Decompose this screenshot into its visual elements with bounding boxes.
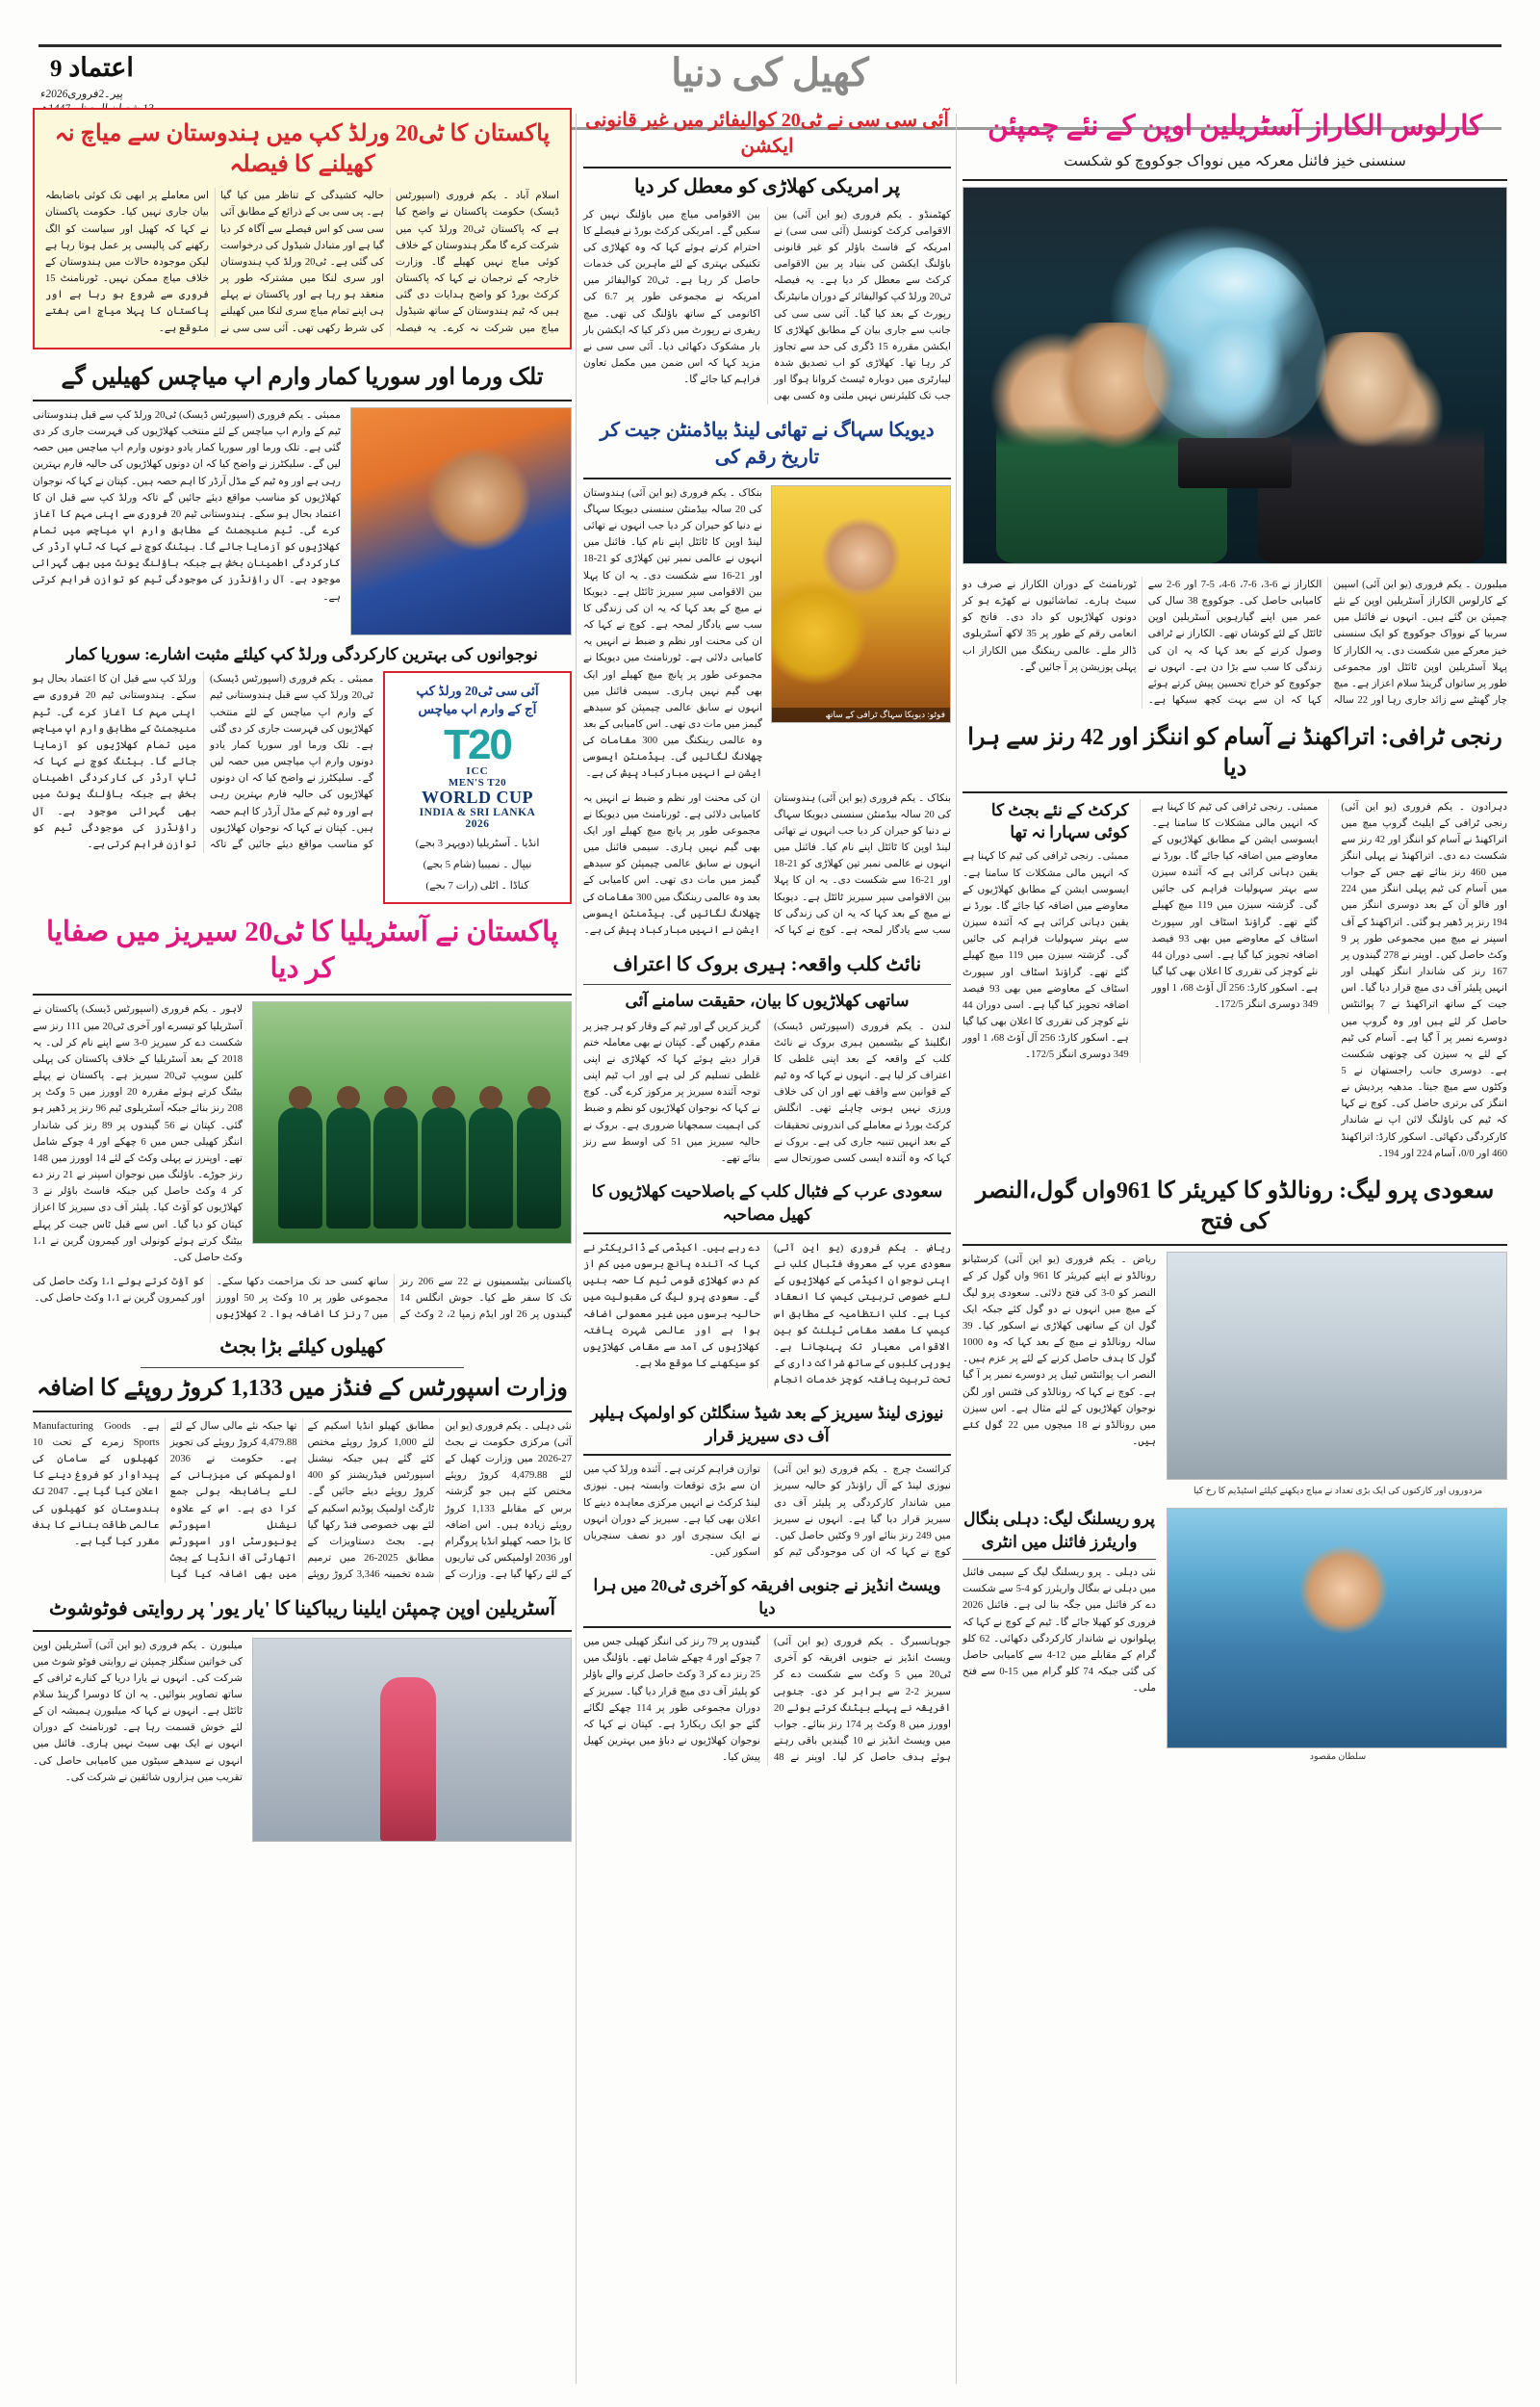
photo-wrestling-league xyxy=(1167,1508,1507,1748)
icc-usa-headline-l1: آئی سی سی نے ٹی20 کوالیفائر میں غیر قانونی ایکشن xyxy=(585,110,949,158)
nz-champ-rule xyxy=(583,1454,951,1456)
photo-caption-crowd: مزدوروں اور کارکنوں کی ایک بڑی تعداد نے میاچ دیکھنے کیلئے اسٹیڈیم کا رخ کیا xyxy=(1193,1487,1483,1497)
saudi-club-body: ریاض ۔ یکم فروری (یو این آئی) سعودی عرب کے معروف فٹبال کلب نے اپنی نوجوان اکیڈمی کے کھلاڑیوں کے لئے خصوصی تربیتی کیمپ کا انعقاد کیا ہے۔ کلب انتظامیہ کے مطابق اس کیمپ کا مقصد مقامی ٹیلنٹ کو بین الاقوامی معیار تک پہنچانا ہے۔ یورپی کلبوں کے ساتھ شراکت داری کے تحت تربیت یافتہ کوچز خدمات انجام دے رہے ہیں۔ اکیڈمی کے ڈائریکٹر نے کہا کہ آئندہ پانچ برسوں میں کم از کم دس کھلاڑی قومی ٹیم کا حصہ بنیں گے۔ سعودی پرو لیگ کی مقبولیت میں حالیہ برسوں میں غیر معمولی اضافہ ہوا ہے اور عالمی شہرت یافتہ کھلاڑیوں کی آمد سے مقامی کھلاڑیوں کو سیکھنے کا موقع ملا ہے۔ xyxy=(583,1242,951,1386)
nightclub-subhead: ساتھی کھلاڑیوں کا بیان، حقیقت سامنے آئی xyxy=(625,992,910,1011)
tilak-story-headline: تلک ورما اور سوریا کمار وارم اپ میاچس کھیلیں گے xyxy=(61,364,544,390)
logo-worldcup-text: WORLD CUP xyxy=(422,787,533,807)
photo-trophy-base xyxy=(1178,438,1292,488)
kkr-headline: کرکٹ کے نئے بجٹ کا کوئی سہارا نہ تھا xyxy=(990,800,1129,841)
pak-aus-body: لاہور ۔ یکم فروری (اسپورٹس ڈیسک) پاکستان نے آسٹریلیا کو تیسرے اور آخری ٹی20 میں 111 رنز سے شکست دے کر سیریز 0-3 سے اپنے نام کر لی۔ یہ 2018 کے بعد آسٹریلیا کے خلاف پاکستان کی پہلی کلین سویپ ٹی20 سیریز ہے۔ پاکستان نے پہلے بیٹنگ کرتے ہوئے مقررہ 20 اوورز میں 5 وکٹ پر 208 رنز بنائے جبکہ آسٹریلوی ٹیم 96 رنز پر ڈھیر ہو گئی۔ کپتان نے 56 گیندوں پر 89 رنز کی شاندار اننگز کھیلی جس میں 6 چھکے اور 4 چوکے شامل تھے۔ اوپنرز نے پہلی وکٹ کے لئے 14 اوورز میں 148 رنز جوڑے۔ باؤلنگ میں نوجوان اسپنر نے 21 رنز دے کر 4 وکٹ حاصل کیں جبکہ فاسٹ باؤلر نے 3 کھلاڑیوں کو آؤٹ کیا۔ پلیئر آف دی سیریز کا اعزاز کپتان کو دیا گیا۔ اس سے قبل ٹاس جیت کر پہلے بیٹنگ کرتے ہوئے کونولی اور کیمرون گرین نے 1،1 وکٹ حاصل کی۔ xyxy=(33,1004,243,1263)
logo-text: اعتماد xyxy=(68,53,134,82)
westindies-rule xyxy=(583,1626,951,1628)
alcaraz-main-headline xyxy=(962,108,1507,144)
photo-crowd-stadium xyxy=(1167,1252,1507,1480)
masthead xyxy=(0,27,1540,102)
icc-t20-worldcup-logo xyxy=(417,721,538,830)
budget-rule xyxy=(33,1411,572,1412)
masthead-top-rule xyxy=(38,44,1502,47)
alcaraz-rule xyxy=(962,179,1507,181)
devika-headline: دیویکا سہاگ نے تھائی لینڈ بیاڈمنٹن جیت کر تاریخ رقم کی xyxy=(600,420,935,468)
lead-story-box xyxy=(33,108,572,349)
ranji-rule xyxy=(962,791,1507,793)
nightclub-rule xyxy=(583,984,951,985)
logo-icc-text: ICC xyxy=(466,764,489,777)
section-title: کھیل کی دنیا xyxy=(671,51,869,94)
budget-kicker-rule xyxy=(141,1367,464,1368)
photo-ausopen-champion xyxy=(252,1638,572,1842)
alcaraz-headline-text: کارلوس الکاراز آسٹریلین اوپن کے نئے چمپئن xyxy=(988,111,1482,142)
pak-aus-headline: پاکستان نے آسٹریلیا کا ٹی20 سیریز میں صفایا کر دیا xyxy=(45,916,559,985)
saudi-club-headline: سعودی عرب کے فٹبال کلب کے باصلاحیت کھلاڑیوں کا کھیل مصاحبہ xyxy=(591,1182,943,1224)
devika-body: بنکاک ۔ یکم فروری (یو این آئی) ہندوستان کی 20 سالہ بیڈمنٹن سنسنی دیویکا سہاگ نے دنیا کو حیران کر دیا جب انہوں نے تھائی لینڈ اوپن کا ٹائٹل اپنے نام کیا۔ فائنل میں انہوں نے عالمی نمبر تین کھلاڑی کو 21-18 اور 21-16 سے شکست دی۔ یہ ان کا پہلا بین الاقوامی سپر سیریز ٹائٹل ہے۔ دیویکا نے میچ کے بعد کہا کہ یہ ان کی زندگی کا سب سے یادگار لمحہ ہے۔ کوچ نے کہا کہ ان کی محنت اور نظم و ضبط نے انہیں یہ کامیابی دلائی ہے۔ ٹورنامنٹ میں دیویکا نے مجموعی طور پر پانچ میچ کھیلے اور ایک بھی گیم نہیں ہاری۔ سیمی فائنل میں انہوں نے سابق عالمی چیمپئن کو سیدھے گیمز میں مات دی تھی۔ اس کامیابی کے بعد وہ عالمی رینکنگ میں 300 مقامات کی چھلانگ لگائیں گی۔ بیڈمنٹن ایسوسی ایشن نے انہیں مبارکباد پیش کی ہے۔ xyxy=(583,487,762,780)
wc-match-3: کناڈا ۔ اٹلی (رات 7 بجے) xyxy=(425,879,529,892)
wc-box-line2: آج کے وارم اپ میاچس xyxy=(418,702,537,717)
left-column xyxy=(33,108,572,2384)
nightclub-body: لندن ۔ یکم فروری (اسپورٹس ڈیسک) انگلینڈ کے بیٹسمین ہیری بروک نے نائٹ کلب کے واقعہ کے بعد اپنی غلطی کا اعتراف کر لیا ہے۔ انہوں نے کہا کہ وہ ٹیم کے قوانین سے واقف تھے اور ان کی خلاف ورزی نہیں ہونی چاہئے تھی۔ انگلش کرکٹ بورڈ نے معاملے کی اندرونی تحقیقات کے بعد انہیں تنبیہ جاری کی ہے۔ بروک نے کہا کہ وہ آئندہ ایسی کسی صورتحال سے گریز کریں گے اور ٹیم کے وقار کو ہر چیز پر مقدم رکھیں گے۔ کپتان نے بھی معاملہ ختم قرار دیتے ہوئے کہا کہ کھلاڑی نے اپنی غلطی تسلیم کر لی ہے اور اب ٹیم اپنی توجہ آئندہ سیریز پر مرکوز کرے گی۔ کوچ نے کہا کہ نوجوان کھلاڑیوں کو نظم و ضبط کی اہمیت سمجھانا ضروری ہے۔ بروک نے حالیہ سیریز میں 51 کی اوسط سے رنز بنائے تھے۔ xyxy=(583,1021,951,1164)
photo-pakistan-team xyxy=(252,1001,572,1244)
photo-devika-sehag xyxy=(771,485,951,723)
logo-mens-text: MEN'S T20 xyxy=(448,776,507,789)
lead-story-body: اسلام آباد ۔ یکم فروری (اسپورٹس ڈیسک) حکومت پاکستان نے واضح کیا ہے کہ پاکستان ٹی20 ورلڈ کپ میں شرکت کرے گا مگر ہندوستان کے خلاف کوئی میاچ نہیں کھیلے گا۔ وزارت خارجہ کے ترجمان نے کہا کہ پاکستان کرکٹ بورڈ کو واضح ہدایات دی گئی ہیں کہ ٹیم ہندوستان کے ساتھ شیڈول میاچ میں شرکت نہ کرے۔ یہ فیصلہ حالیہ کشیدگی کے تناظر میں کیا گیا ہے۔ پی سی بی کے ذرائع کے مطابق آئی سی سی کو اس فیصلے سے آگاہ کر دیا گیا ہے اور متبادل شیڈول کی درخواست کی گئی ہے۔ ٹی20 ورلڈ کپ ہندوستان اور سری لنکا میں مشترکہ طور پر منعقد ہو رہا ہے اور پاکستان نے پہلے ہی اپنے تمام میاچ سری لنکا میں کھیلنے کی شرط رکھی تھی۔ آئی سی سی نے اس معاملے پر ابھی تک کوئی باضابطہ بیان جاری نہیں کیا۔ حکومت پاکستان نے کہا کہ کھیل اور سیاست کو الگ رکھنے کی پالیسی پر عمل ہوتا رہا ہے لیکن موجودہ حالات میں ہندوستان کے خلاف میاچ ممکن نہیں۔ ٹورنامنٹ 15 فروری سے شروع ہو رہا ہے اور پاکستان کا پہلا میاچ اسی ہفتے متوقع ہے۔ xyxy=(45,191,559,334)
alcaraz-subhead: سنسنی خیز فائنل معرکہ میں نوواک جوکووچ کو شکست xyxy=(1064,153,1406,170)
ausopen-women-body: میلبورن ۔ یکم فروری (یو این آئی) آسٹریلین اوپن کی خواتین سنگلز چمپئن نے روایتی فوٹو شوٹ میں شرکت کی۔ انہوں نے یارا دریا کے کنارے ٹرافی کے ساتھ تصاویر بنوائیں۔ یہ ان کا دوسرا گرینڈ سلام ٹائٹل ہے۔ انہوں نے کہا کہ میلبورن ہمیشہ ان کے لئے خوش قسمت رہا ہے۔ ٹورنامنٹ کے دوران انہوں نے ایک بھی سیٹ نہیں ہاری۔ فائنل میں انہوں نے سیدھے سیٹوں میں کامیابی حاصل کی۔ تقریب میں ہزاروں شائقین نے شرکت کی۔ xyxy=(33,1640,243,1783)
ronaldo-headline: سعودی پرو لیگ: رونالڈو کا کیریئر کا 961واں گول،النصر کی فتح xyxy=(975,1178,1495,1235)
icc-usa-rule xyxy=(583,167,951,168)
budget-headline: وزارت اسپورٹس کے فنڈز میں 1,133 کروڑ روپئے کا اضافہ xyxy=(37,1375,568,1401)
photo-alcaraz-trophy xyxy=(962,187,1507,564)
wc-match-1: انڈیا ۔ آسٹریلیا (دوپہر 3 بجے) xyxy=(415,837,540,849)
wc-match-2: نیپال ۔ نمیبیا (شام 5 بجے) xyxy=(423,858,532,870)
photo-caption-wrestling: سلطان مقصود xyxy=(1309,1752,1367,1763)
photo-indian-bowler xyxy=(350,407,572,635)
wrestling-headline: پرو ریسلنگ لیگ: دہلی بنگال واریئرز فائنل میں انٹری xyxy=(963,1510,1155,1551)
nz-champ-headline: نیوزی لینڈ سیریز کے بعد شیڈ سنگلٹن کو اولمپک ہیلپر آف دی سیریز قرار xyxy=(590,1404,944,1445)
nightclub-headline: نائٹ کلب واقعہ: ہیری بروک کا اعتراف xyxy=(612,954,922,976)
column-divider-1 xyxy=(576,114,577,2384)
nz-champ-body: کرائسٹ چرچ ۔ یکم فروری (یو این آئی) نیوزی لینڈ کے آل راؤنڈر کو حالیہ سیریز میں شاندار کارکردگی پر پلیئر آف دی سیریز قرار دیا گیا ہے۔ انہوں نے سیریز میں 249 رنز بنائے اور 9 وکٹیں حاصل کیں۔ کوچ نے کہا کہ ان کی موجودگی ٹیم کو توازن فراہم کرتی ہے۔ آئندہ ورلڈ کپ میں ان سے بڑی توقعات وابستہ ہیں۔ نیوزی لینڈ کرکٹ نے انہیں مرکزی معاہدہ دینے کا اعلان بھی کیا ہے۔ سیریز کے دوران انہوں نے ایک سنچری اور دو نصف سنچریاں اسکور کیں۔ xyxy=(583,1464,951,1559)
saudi-club-rule xyxy=(583,1232,951,1234)
ausopen-women-rule xyxy=(33,1630,572,1632)
worldcup-fixtures-box xyxy=(383,671,572,904)
tilak-story-body-cont: ممبئی ۔ یکم فروری (اسپورٹس ڈیسک) ٹی20 ورلڈ کپ سے قبل ہندوستانی ٹیم کے وارم اپ میاچس کے لئے منتخب کھلاڑیوں کی فہرست جاری کر دی گئی ہے۔ تلک ورما اور سوریا کمار یادو دونوں وارم اپ میاچس میں حصہ لیں گے۔ سلیکٹرز نے واضح کیا کہ ان دونوں کھلاڑیوں کی حالیہ فارم بہترین رہی ہے اور وہ ٹیم کے مڈل آرڈر کا اہم حصہ ہیں۔ کپتان نے کہا کہ نوجوان کھلاڑیوں کو مناسب مواقع دیئے جائیں گے تاکہ ورلڈ کپ سے قبل ان کا اعتماد بحال ہو سکے۔ ہندوستانی ٹیم 20 فروری سے اپنی مہم کا آغاز کرے گی۔ ٹیم منیجمنٹ کے مطابق وارم اپ میاچس میں تمام کھلاڑیوں کو آزمایا جائے گا۔ بیٹنگ کوچ نے کہا کہ ٹاپ آرڈر کی کارکردگی اطمینان بخش ہے جبکہ باؤلنگ یونٹ میں بھی گہرائی موجود ہے۔ آل راؤنڈرز کی موجودگی ٹیم کو توازن فراہم کرتی ہے۔ xyxy=(33,674,373,850)
right-column xyxy=(962,108,1507,2384)
column-divider-2 xyxy=(956,114,957,2384)
devika-rule xyxy=(583,478,951,479)
photo-trophy xyxy=(1143,247,1326,440)
page-number: 9 xyxy=(50,56,63,82)
kkr-body: ممبئی۔ رنجی ٹرافی کی ٹیم کا کہنا ہے کہ انہیں مالی مشکلات کا سامنا ہے۔ ایسوسی ایشن کے مطابق کھلاڑیوں کے معاوضے میں اضافہ کیا جائے گا۔ بورڈ نے یقین دہانی کرائی ہے کہ آئندہ سیزن سے بہتر سہولیات فراہم کی جائیں گی۔ گزشتہ سیزن میں 119 میچ کھیلے گئے تھے۔ گراؤنڈ اسٹاف اور سپورٹ اسٹاف کے معاوضے میں بھی 93 فیصد اضافہ تجویز کیا گیا ہے۔ اسی دوران 44 نئے کوچز کی تقرری کا اعلان بھی کیا گیا ہے۔ اسکور کارڈ: 256 آل آؤٹ 68، 1 اوور 349 دوسری اننگز 172/5۔ xyxy=(1152,799,1330,1014)
kkr-body-cont: ممبئی۔ رنجی ٹرافی کی ٹیم کا کہنا ہے کہ انہیں مالی مشکلات کا سامنا ہے۔ ایسوسی ایشن کے مطابق کھلاڑیوں کے معاوضے میں اضافہ کیا جائے گا۔ بورڈ نے یقین دہانی کرائی ہے کہ آئندہ سیزن سے بہتر سہولیات فراہم کی جائیں گی۔ گزشتہ سیزن میں 119 میچ کھیلے گئے تھے۔ گراؤنڈ اسٹاف اور سپورٹ اسٹاف کے معاوضے میں بھی 93 فیصد اضافہ تجویز کیا گیا ہے۔ اسی دوران 44 نئے کوچز کی تقرری کا اعلان بھی کیا گیا ہے۔ اسکور کارڈ: 256 آل آؤٹ 68، 1 اوور 349 دوسری اننگز 172/5۔ xyxy=(962,851,1129,1061)
wrestling-rule xyxy=(962,1559,1156,1560)
ronaldo-body: ریاض ۔ یکم فروری (یو این آئی) کرسٹیانو رونالڈو نے اپنے کیریئر کا 961 واں گول کر کے النصر کو 0-3 کی فتح دلائی۔ سعودی پرو لیگ کے میچ میں انہوں نے دو گول کئے جبکہ ایک گول ان کے ساتھی کھلاڑی نے اسکور کیا۔ 39 سالہ رونالڈو نے میچ کے بعد کہا کہ وہ 1000 گول کا ہدف حاصل کرنے کے لئے پر عزم ہیں۔ النصر اب پوائنٹس ٹیبل پر دوسرے نمبر پر آ گیا ہے۔ کوچ نے کہا کہ رونالڈو کی فٹنس اور لگن نوجوان کھلاڑیوں کے لئے مثال ہے۔ اس سیزن میں رونالڈو نے 18 میچوں میں 22 گول کئے ہیں۔ xyxy=(962,1255,1156,1447)
icc-usa-headline-l2: پر امریکی کھلاڑی کو معطل کر دیا xyxy=(633,176,901,198)
tilak-rule xyxy=(33,400,572,401)
photo-caption-devika: فوٹو: دیویکا سہاگ ٹرافی کے ساتھ xyxy=(772,708,950,722)
wc-box-line1: آئی سی ٹی20 ورلڈ کپ xyxy=(416,684,539,699)
middle-column xyxy=(583,108,951,2384)
ranji-headline: رنجی ٹرافی: اتراکھنڈ نے آسام کو اننگز اور 42 رنز سے ہرا دیا xyxy=(967,725,1502,782)
icc-usa-body: کھٹمنڈو ۔ یکم فروری (یو این آئی) بین الاقوامی کرکٹ کونسل (آئی سی سی) نے امریکہ کے فاسٹ باؤلر کو غیر قانونی باؤلنگ ایکشن کی بنیاد پر بین الاقوامی کرکٹ سے معطل کر دیا ہے۔ یہ فیصلہ ٹی20 ورلڈ کپ کوالیفائر کے دوران مانیٹرنگ رپورٹ کے بعد کیا گیا۔ آئی سی سی کی جانب سے جاری بیان کے مطابق کھلاڑی کا ایکشن مقررہ 15 ڈگری کی حد سے تجاوز کر رہا تھا۔ کھلاڑی کو اب تصدیق شدہ لیبارٹری میں دوبارہ ٹیسٹ کروانا ہوگا اور جب تک کلیئرنس نہیں ملتی وہ کسی بھی بین الاقوامی میاچ میں باؤلنگ نہیں کر سکیں گے۔ امریکی کرکٹ بورڈ نے فیصلے کا احترام کرتے ہوئے کہا کہ وہ کھلاڑی کی تکنیکی بہتری کے لئے ماہرین کی خدمات حاصل کر رہا ہے۔ ٹی20 کوالیفائر میں امریکہ نے مجموعی طور پر 6.7 کی اکانومی کے ساتھ باؤلنگ کی تھی۔ میچ ریفری نے رپورٹ میں ذکر کیا کہ ایکشن بار بار مشکوک دکھائی دیا۔ آئی سی سی نے مزید کہا کہ اس ضمن میں مکمل تعاون فراہم کیا جائے گا۔ xyxy=(583,209,951,402)
ausopen-women-headline: آسٹریلین اوپن چمپئن ایلینا ریباکینا کا 'یار یور' پر روایتی فوٹوشوٹ xyxy=(48,1598,556,1620)
westindies-headline: ویسٹ انڈیز نے جنوبی افریقہ کو آخری ٹی20 میں ہرا دیا xyxy=(593,1576,941,1618)
gregorian-date: پیر۔2فروری2026ء xyxy=(39,88,124,100)
alcaraz-body: میلبورن ۔ یکم فروری (یو این آئی) اسپین کے کارلوس الکاراز آسٹریلین اوپن کے نئے چمپئن بن گئے ہیں۔ انہوں نے فائنل میں سربیا کے نوواک جوکووچ کو ایک سنسنی خیز معرکے میں شکست دی۔ یہ الکاراز کا پہلا آسٹریلین اوپن ٹائٹل اور مجموعی طور پر ساتواں گرینڈ سلام اعزاز ہے۔ میچ چار گھنٹے سے زائد جاری رہا اور 22 سالہ الکاراز نے 6-3، 6-7، 6-4، 5-7 اور 6-2 سے کامیابی حاصل کی۔ جوکووچ 38 سال کی عمر میں اپنے گیارہویں آسٹریلین اوپن ٹائٹل کے لئے کوشاں تھے۔ الکاراز نے ٹرافی وصول کرنے کے بعد کہا کہ یہ ان کی زندگی کا سب سے بڑا دن ہے۔ انہوں نے جوکووچ کو خراج تحسین پیش کرتے ہوئے کہا کہ ان سے بہت کچھ سیکھا ہے۔ ٹورنامنٹ کے دوران الکاراز نے صرف دو سیٹ ہارے۔ تماشائیوں نے کھڑے ہو کر دونوں کھلاڑیوں کو داد دی۔ فاتح کو انعامی رقم کے طور پر 35 لاکھ آسٹریلوی ڈالر ملے۔ عالمی رینکنگ میں الکاراز اب پہلی پوزیشن پر آ جائیں گے۔ xyxy=(962,579,1507,707)
wrestling-body: نئی دہلی ۔ پرو ریسلنگ لیگ کے سیمی فائنل میں دہلی نے بنگال واریئرز کو 4-5 سے شکست دے کر فائنل میں جگہ بنا لی ہے۔ فائنل 2026 فروری کو کھیلا جائے گا۔ ٹیم کے کوچ نے کہا کہ پہلوانوں نے شاندار کارکردگی دکھائی۔ 62 کلو گرام کے مقابلے میں 12-4 سے کامیابی حاصل کی گئی جبکہ 74 کلو گرام میں 15-0 سے فتح ملی۔ xyxy=(962,1567,1156,1695)
budget-body: نئی دہلی ۔ یکم فروری (یو این آئی) مرکزی حکومت نے بجٹ 27-2026 میں وزارت کھیل کے لئے 4,479.88 کروڑ روپئے مختص کئے ہیں جو گزشتہ برس کے مقابلے 1,133 کروڑ روپئے زیادہ ہیں۔ اس اضافہ کا بڑا حصہ کھیلو انڈیا پروگرام اور 2036 اولمپکس کی تیاریوں کے لئے رکھا گیا ہے۔ وزارت کے مطابق کھیلو انڈیا اسکیم کے لئے 1,000 کروڑ روپئے مختص کئے گئے ہیں جبکہ نیشنل اسپورٹس فیڈریشنز کو 400 کروڑ روپئے دیئے جائیں گے۔ ٹارگٹ اولمپک پوڈیم اسکیم کے لئے بھی خصوصی فنڈ رکھا گیا ہے۔ بجٹ دستاویزات کے مطابق 2025-26 میں ترمیم شدہ تخمینہ 3,346 کروڑ روپئے تھا جبکہ نئے مالی سال کے لئے 4,479.88 کروڑ روپئے کی تجویز ہے۔ حکومت نے 2036 اولمپکس کی میزبانی کے لئے باضابطہ بولی جمع کرا دی ہے۔ اس کے علاوہ نیشنل اسپورٹس یونیورسٹی اور اسپورٹس اتھارٹی آف انڈیا کے بجٹ میں بھی اضافہ کیا گیا ہے۔ Manufacturing Goods Sports زمرے کے تحت 10 کھیلوں کے سامان کی پیداوار کو فروغ دینے کا اعلان کیا گیا ہے۔ 2047 تک ہندوستان کو کھیلوں کی عالمی طاقت بنانے کا ہدف مقرر کیا گیا ہے۔ xyxy=(33,1420,572,1581)
logo-host-text: INDIA & SRI LANKA 2026 xyxy=(419,806,536,830)
budget-kicker: کھیلوں کیلئے بڑا بجٹ xyxy=(219,1336,385,1359)
ranji-body: دہرادون ۔ یکم فروری (یو این آئی) رنجی ٹرافی کے ایلیٹ گروپ میچ میں اتراکھنڈ نے آسام کو اننگز اور 42 رنز سے شکست دے دی۔ اتراکھنڈ نے پہلی اننگز میں 460 رنز بنائے تھے جس کے جواب میں آسام کی ٹیم پہلی اننگز میں 224 اور فالو آن کے بعد دوسری اننگز میں 194 رنز پر ڈھیر ہو گئی۔ اتراکھنڈ کے آف اسپنر نے میچ میں مجموعی طور پر 9 وکٹ حاصل کیں۔ اوپنر نے 278 گیندوں پر 167 رنز کی شاندار اننگز کھیلی اور انہیں پلیئر آف دی میچ قرار دیا گیا۔ اس جیت کے ساتھ اتراکھنڈ نے 7 پوائنٹس حاصل کر لئے ہیں اور وہ گروپ میں دوسرے نمبر پر آ گیا ہے۔ آسام کی ٹیم کے لئے یہ سیزن کی چوتھی شکست ہے۔ دوسری جانب راجستھان نے 5 وکٹوں سے میچ جیتا۔ مدھیہ پردیش نے اننگز کی برتری حاصل کی۔ کوچ نے کہا کہ ٹیم کی باؤلنگ لائن اپ نے شاندار کارکردگی دکھائی۔ اسکور کارڈ: اتراکھنڈ 460 اور 0/0، آسام 224 اور 194۔ xyxy=(1341,801,1507,1159)
ronaldo-rule xyxy=(962,1244,1507,1246)
pak-aus-rule xyxy=(33,994,572,996)
devika-body-cont: بنکاک ۔ یکم فروری (یو این آئی) ہندوستان کی 20 سالہ بیڈمنٹن سنسنی دیویکا سہاگ نے دنیا کو حیران کر دیا جب انہوں نے تھائی لینڈ اوپن کا ٹائٹل اپنے نام کیا۔ فائنل میں انہوں نے عالمی نمبر تین کھلاڑی کو 21-18 اور 21-16 سے شکست دی۔ یہ ان کا پہلا بین الاقوامی سپر سیریز ٹائٹل ہے۔ دیویکا نے میچ کے بعد کہا کہ یہ ان کی زندگی کا سب سے یادگار لمحہ ہے۔ کوچ نے کہا کہ ان کی محنت اور نظم و ضبط نے انہیں یہ کامیابی دلائی ہے۔ ٹورنامنٹ میں دیویکا نے مجموعی طور پر پانچ میچ کھیلے اور ایک بھی گیم نہیں ہاری۔ سیمی فائنل میں انہوں نے سابق عالمی چیمپئن کو سیدھے گیمز میں مات دی تھی۔ اس کامیابی کے بعد وہ عالمی رینکنگ میں 300 مقامات کی چھلانگ لگائیں گی۔ بیڈمنٹن ایسوسی ایشن نے انہیں مبارکباد پیش کی ہے۔ xyxy=(583,792,951,936)
tilak-subhead: نوجوانوں کی بہترین کارکردگی ورلڈ کپ کیلئے مثبت اشارے: سوریا کمار xyxy=(66,644,538,663)
westindies-body: جوہانسبرگ ۔ یکم فروری (یو این آئی) ویسٹ انڈیز نے جنوبی افریقہ کو آخری ٹی20 میں 5 وکٹ سے شکست دے کر سیریز 2-2 سے برابر کر دی۔ جنوبی افریقہ نے پہلے بیٹنگ کرتے ہوئے 20 اوورز میں 8 وکٹ پر 174 رنز بنائے۔ جواب میں ویسٹ انڈیز نے 10 گیندیں باقی رہتے ہوئے ہدف حاصل کر لیا۔ اوپنر نے 48 گیندوں پر 79 رنز کی اننگز کھیلی جس میں 7 چوکے اور 4 چھکے شامل تھے۔ باؤلنگ میں 25 رنز دے کر 3 وکٹ حاصل کرنے والے باؤلر کو پلیئر آف دی میچ قرار دیا گیا۔ سیریز کے دوران مجموعی طور پر 114 چھکے لگائے گئے جو ایک ریکارڈ ہے۔ کپتان نے کہا کہ نوجوان کھلاڑیوں نے دباؤ میں بہترین کھیل پیش کیا۔ xyxy=(583,1637,952,1764)
tilak-story-body: ممبئی ۔ یکم فروری (اسپورٹس ڈیسک) ٹی20 ورلڈ کپ سے قبل ہندوستانی ٹیم کے وارم اپ میاچس کے لئے منتخب کھلاڑیوں کی فہرست جاری کر دی گئی ہے۔ تلک ورما اور سوریا کمار یادو دونوں وارم اپ میاچس میں حصہ لیں گے۔ سلیکٹرز نے واضح کیا کہ ان دونوں کھلاڑیوں کی حالیہ فارم بہترین رہی ہے اور وہ ٹیم کے مڈل آرڈر کا اہم حصہ ہیں۔ کپتان نے کہا کہ نوجوان کھلاڑیوں کو مناسب مواقع دیئے جائیں گے تاکہ ورلڈ کپ سے قبل ان کا اعتماد بحال ہو سکے۔ ہندوستانی ٹیم 20 فروری سے اپنی مہم کا آغاز کرے گی۔ ٹیم منیجمنٹ کے مطابق وارم اپ میاچس میں تمام کھلاڑیوں کو آزمایا جائے گا۔ بیٹنگ کوچ نے کہا کہ ٹاپ آرڈر کی کارکردگی اطمینان بخش ہے جبکہ باؤلنگ یونٹ میں بھی گہرائی موجود ہے۔ آل راؤنڈرز کی موجودگی ٹیم کو توازن فراہم کرتی ہے۔ xyxy=(33,409,341,603)
lead-story-headline: پاکستان کا ٹی20 ورلڈ کپ میں ہندوستان سے میاچ نہ کھیلنے کا فیصلہ xyxy=(54,121,551,178)
logo-t20-text: T20 xyxy=(444,721,511,769)
pak-aus-body-extra: پاکستانی بیٹسمینوں نے 22 سے 206 رنز تک کا سفر طے کیا۔ جوش انگلس 14 گیندوں پر 26 اور ایڈم زمپا 2، 2 وکٹ کے ساتھ کسی حد تک مزاحمت دکھا سکے۔ مجموعی طور پر 10 وکٹ پر 50 اوورز میں 7 رنز کا اضافہ ہوا۔ 2 کھلاڑیوں کو آؤٹ کرتے ہوئے 1،1 وکٹ حاصل کی اور کیمرون گرین نے 1،1 وکٹ حاصل کی۔ xyxy=(33,1276,573,1321)
